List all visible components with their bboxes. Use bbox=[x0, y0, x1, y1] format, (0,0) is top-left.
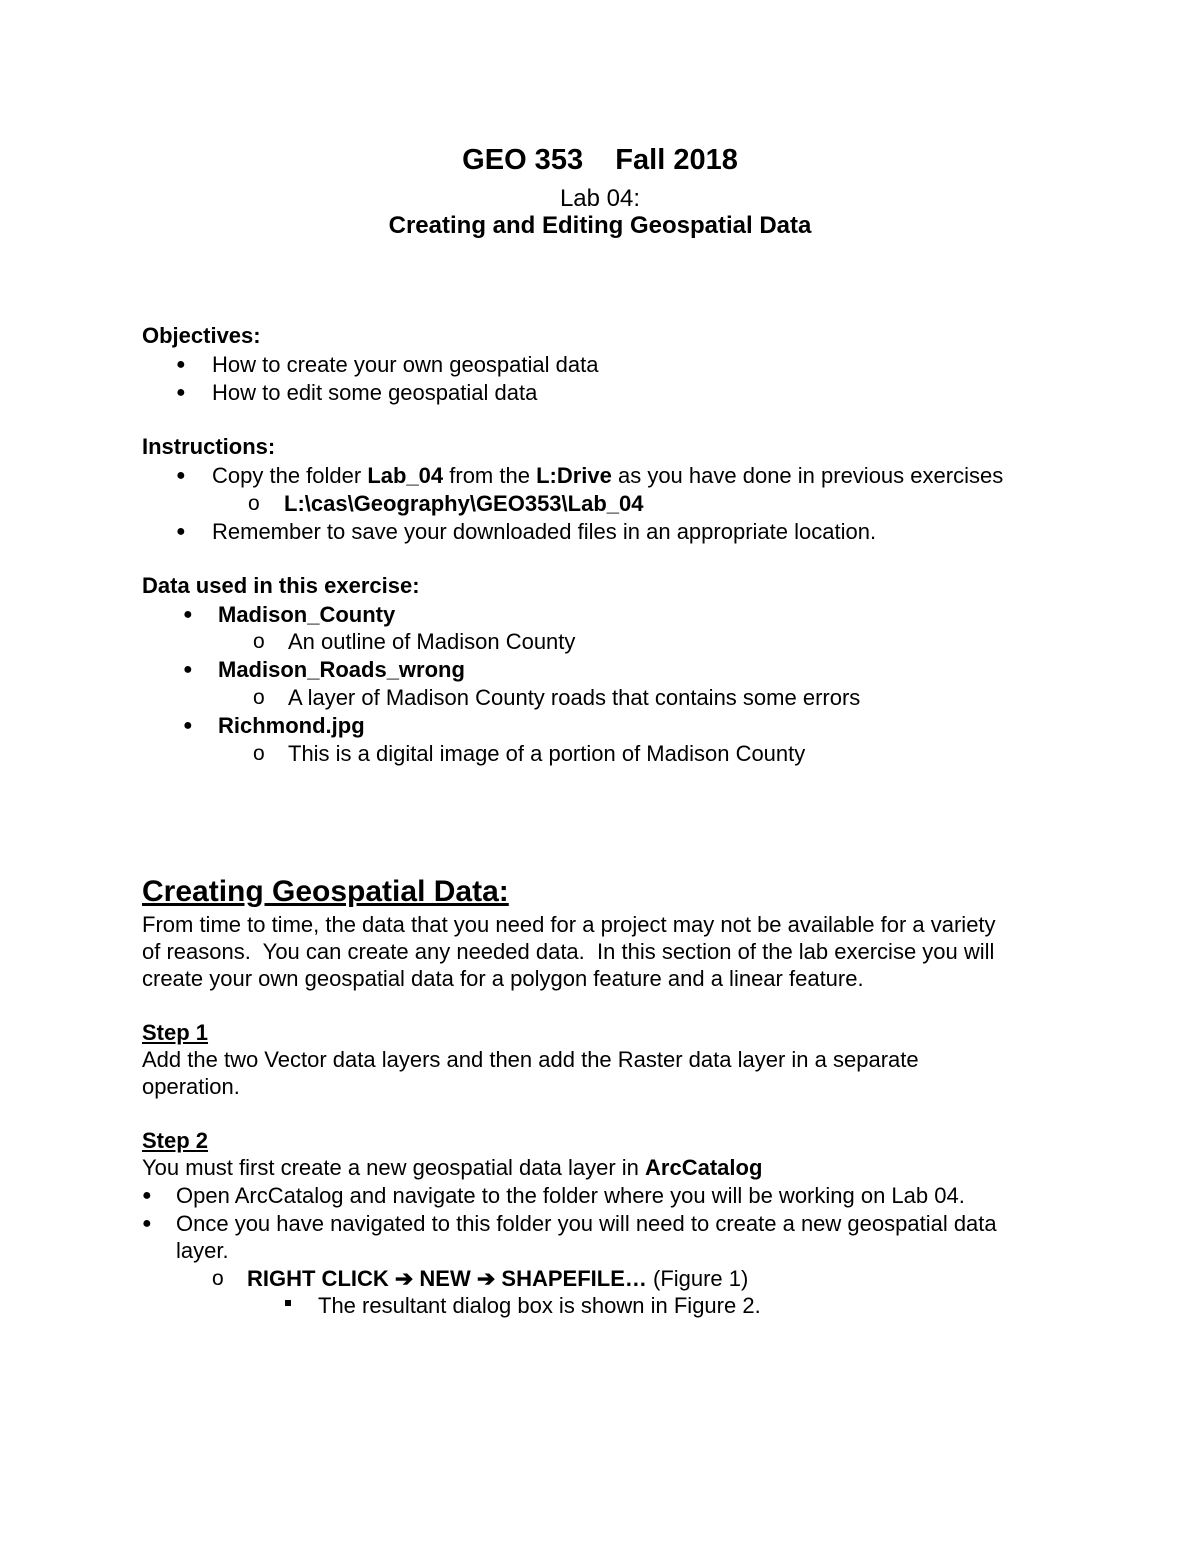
data-item-desc: An outline of Madison County bbox=[288, 629, 576, 654]
lab-title: Creating and Editing Geospatial Data bbox=[388, 212, 812, 239]
objective-item: How to edit some geospatial data bbox=[212, 380, 538, 405]
figure-note: The resultant dialog box is shown in Figure 2. bbox=[318, 1293, 761, 1318]
copy-prefix: Copy the folder bbox=[212, 463, 368, 488]
sub-bullet-icon: o bbox=[253, 742, 265, 765]
bullet-icon: ● bbox=[142, 1187, 152, 1204]
section-paragraph-line: of reasons. You can create any needed data. In this section of the lab exercise you will bbox=[142, 939, 995, 964]
bullet-icon: ● bbox=[183, 606, 193, 623]
bullet-icon: ● bbox=[176, 384, 186, 401]
section-paragraph-line: From time to time, the data that you need for a project may not be available for a variety bbox=[142, 912, 996, 937]
arccatalog-name: ArcCatalog bbox=[645, 1155, 763, 1180]
sub-bullet-icon: o bbox=[253, 630, 265, 653]
data-used-heading: Data used in this exercise: bbox=[142, 573, 420, 598]
lab-number: Lab 04: bbox=[559, 185, 641, 212]
data-item-name: Madison_Roads_wrong bbox=[218, 657, 465, 682]
step2-intro bbox=[142, 1154, 762, 1181]
bullet-icon: ● bbox=[176, 356, 186, 373]
sub-bullet-icon: o bbox=[253, 686, 265, 709]
data-item-desc: This is a digital image of a portion of Madison County bbox=[288, 741, 806, 766]
section-heading: Creating Geospatial Data: bbox=[142, 875, 509, 908]
figure-ref: (Figure 1) bbox=[646, 1266, 749, 1291]
objectives-heading: Objectives: bbox=[142, 323, 261, 348]
bullet-icon: ● bbox=[183, 717, 193, 734]
data-item-name: Madison_County bbox=[218, 602, 396, 627]
bullet-icon: ● bbox=[142, 1215, 152, 1232]
sub-bullet-icon: o bbox=[248, 492, 260, 515]
menu-path: RIGHT CLICK ➔ NEW ➔ SHAPEFILE… bbox=[247, 1266, 647, 1291]
data-item-desc: A layer of Madison County roads that contains some errors bbox=[288, 685, 861, 710]
step2-heading: Step 2 bbox=[142, 1128, 209, 1153]
section-paragraph-line: create your own geospatial data for a polygon feature and a linear feature. bbox=[142, 966, 864, 991]
bullet-icon: ● bbox=[176, 467, 186, 484]
menu-path-line bbox=[247, 1265, 748, 1292]
bullet-icon: ● bbox=[183, 661, 193, 678]
step2-intro-text: You must first create a new geospatial data layer in bbox=[142, 1155, 646, 1180]
data-item-name: Richmond.jpg bbox=[218, 713, 365, 738]
square-bullet-icon bbox=[285, 1300, 291, 1306]
objective-item: How to create your own geospatial data bbox=[212, 352, 599, 377]
instruction-copy bbox=[212, 462, 1003, 489]
step1-line: operation. bbox=[142, 1074, 240, 1099]
sub-bullet-icon: o bbox=[212, 1267, 224, 1290]
folder-name: Lab_04 bbox=[367, 463, 444, 488]
instruction-remember: Remember to save your downloaded files in an appropriate location. bbox=[212, 519, 877, 544]
step2-bullet: Open ArcCatalog and navigate to the folder where you will be working on Lab 04. bbox=[176, 1183, 965, 1208]
course-title: GEO 353 Fall 2018 bbox=[462, 144, 738, 176]
step1-line: Add the two Vector data layers and then add the Raster data layer in a separate bbox=[142, 1047, 919, 1072]
step1-heading: Step 1 bbox=[142, 1020, 209, 1045]
step2-bullet-continuation: layer. bbox=[176, 1238, 229, 1263]
copy-mid: from the bbox=[443, 463, 537, 488]
bullet-icon: ● bbox=[176, 523, 186, 540]
step2-bullet: Once you have navigated to this folder you will need to create a new geospatial data bbox=[176, 1211, 997, 1236]
folder-path: L:\cas\Geography\GEO353\Lab_04 bbox=[284, 491, 644, 516]
instructions-heading: Instructions: bbox=[142, 434, 276, 459]
drive-name: L:Drive bbox=[536, 463, 612, 488]
copy-suffix: as you have done in previous exercises bbox=[611, 463, 1004, 488]
